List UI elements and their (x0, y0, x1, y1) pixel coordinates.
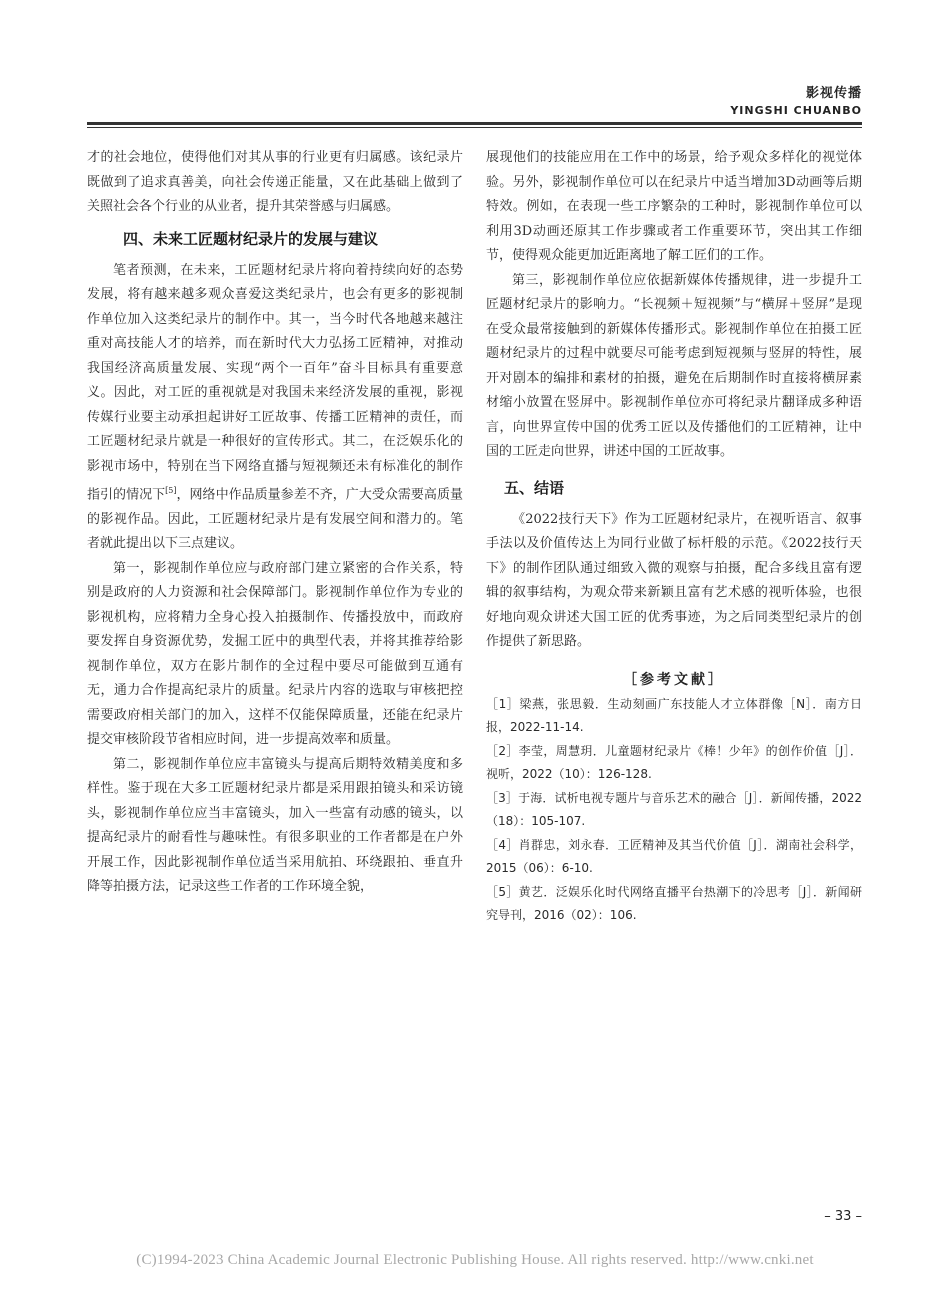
header-rule-thin (87, 127, 862, 128)
citation-marker[interactable]: [5] (165, 486, 177, 495)
paragraph: 第三，影视制作单位应依据新媒体传播规律，进一步提升工匠题材纪录片的影响力。“长视频＋短视频”与“横屏＋竖屏”是现在受众最常接触到的新媒体传播形式。影视制作单位在拍摄工匠题材纪录片的过程中就要尽可能考虑到短视频与竖屏的特性，展开对剧本的编排和素材的拍摄，避免在后期制作时直接将横屏素材缩小放置在竖屏中。影视制作单位亦可将纪录片翻译成多种语言，向世界宣传中国的优秀工匠以及传播他们的工匠精神，让中国的工匠走向世界，讲述中国的工匠故事。 (486, 272, 862, 459)
running-header (730, 82, 862, 117)
reference-item: ［3］于海．试析电视专题片与音乐艺术的融合［J］．新闻传播，2022（18）：105-107. (486, 790, 862, 828)
page-number: – 33 – (824, 1209, 862, 1224)
header-rule-thick (87, 122, 862, 125)
paragraph: 《2022技行天下》作为工匠题材纪录片，在视听语言、叙事手法以及价值传达上为同行业做了标杆般的示范。《2022技行天下》的制作团队通过细致入微的观察与拍摄，配合多线且富有逻辑的叙事结构，为观众带来新颖且富有艺术感的视听体验，也很好地向观众讲述大国工匠的优秀事迹，为之后同类型纪录片的创作提供了新思路。 (486, 511, 862, 649)
references-title: ［参考文献］ (623, 671, 725, 688)
copyright-footer: (C)1994-2023 China Academic Journal Electronic Publishing House. All rights reserved. http://www.cnki.net (136, 1252, 814, 1268)
paragraph-text: ，网络中作品质量参差不齐，广大受众需要高质量的影视作品。因此，工匠题材纪录片是有发展空间和潜力的。笔者就此提出以下三点建议。 (87, 487, 463, 552)
journal-pinyin: YINGSHI CHUANBO (730, 104, 862, 117)
section-heading: 五、结语 (504, 478, 565, 497)
paragraph-text: 笔者预测，在未来，工匠题材纪录片将向着持续向好的态势发展，将有越来越多观众喜爱这类纪录片，也会有更多的影视制作单位加入这类纪录片的制作中。其一，当今时代各地越来越注重对高技能人才的培养，而在新时代大力弘扬工匠精神，对推动我国经济高质量发展、实现“两个一百年”奋斗目标具有重要意义。因此，对工匠的重视就是对我国未来经济发展的重视，影视传媒行业要主动承担起讲好工匠故事、传播工匠精神的责任，而工匠题材纪录片就是一种很好的宣传形式。其二，在泛娱乐化的影视市场中，特别在当下网络直播与短视频还未有标准化的制作指引的情况下 (87, 262, 463, 503)
left-column (87, 146, 463, 900)
reference-item: ［5］黄艺．泛娱乐化时代网络直播平台热潮下的冷思考［J］．新闻研究导刊，2016（02）：106. (486, 884, 862, 922)
paragraph: 第二，影视制作单位应丰富镜头与提高后期特效精美度和多样性。鉴于现在大多工匠题材纪录片都是采用跟拍镜头和采访镜头，影视制作单位应当丰富镜头，加入一些富有动感的镜头，以提高纪录片的耐看性与趣味性。有很多职业的工作者都是在户外开展工作，因此影视制作单位适当采用航拍、环绕跟拍、垂直升降等拍摄方法，记录这些工作者的工作环境全貌， (87, 756, 463, 895)
paragraph: 才的社会地位，使得他们对其从事的行业更有归属感。该纪录片既做到了追求真善美，向社会传递正能量，又在此基础上做到了关照社会各个行业的从业者，提升其荣誉感与归属感。 (87, 150, 463, 214)
right-column (486, 146, 862, 928)
paragraph: 第一，影视制作单位应与政府部门建立紧密的合作关系，特别是政府的人力资源和社会保障部门。影视制作单位作为专业的影视机构，应将精力全身心投入拍摄制作、传播投放中，而政府要发挥自身资源优势，发掘工匠中的典型代表，并将其推荐给影视制作单位，双方在影片制作的全过程中要尽可能做到互通有无，通力合作提高纪录片的质量。纪录片内容的选取与审核把控需要政府相关部门的加入，这样不仅能保障质量，还能在纪录片提交审核阶段节省相应时间，进一步提高效率和质量。 (87, 560, 463, 748)
journal-name: 影视传播 (805, 86, 862, 101)
paragraph (87, 259, 463, 557)
reference-item: ［2］李莹，周慧玥．儿童题材纪录片《棒！少年》的创作价值［J］．视听，2022（10）：126-128. (486, 743, 862, 781)
reference-item: ［1］梁燕，张思毅．生动刻画广东技能人才立体群像［N］．南方日报，2022-11-14. (486, 696, 862, 734)
paragraph: 展现他们的技能应用在工作中的场景，给予观众多样化的视觉体验。另外，影视制作单位可以在纪录片中适当增加3D动画等后期特效。例如，在表现一些工序繁杂的工种时，影视制作单位可以利用3D动画还原其工作步骤或者工作重要环节，突出其工作细节，使得观众能更加近距离地了解工匠们的工作。 (486, 150, 862, 263)
reference-item: ［4］肖群忠，刘永春．工匠精神及其当代价值［J］．湖南社会科学，2015（06）：6-10. (486, 837, 862, 875)
section-heading: 四、未来工匠题材纪录片的发展与建议 (123, 229, 379, 248)
